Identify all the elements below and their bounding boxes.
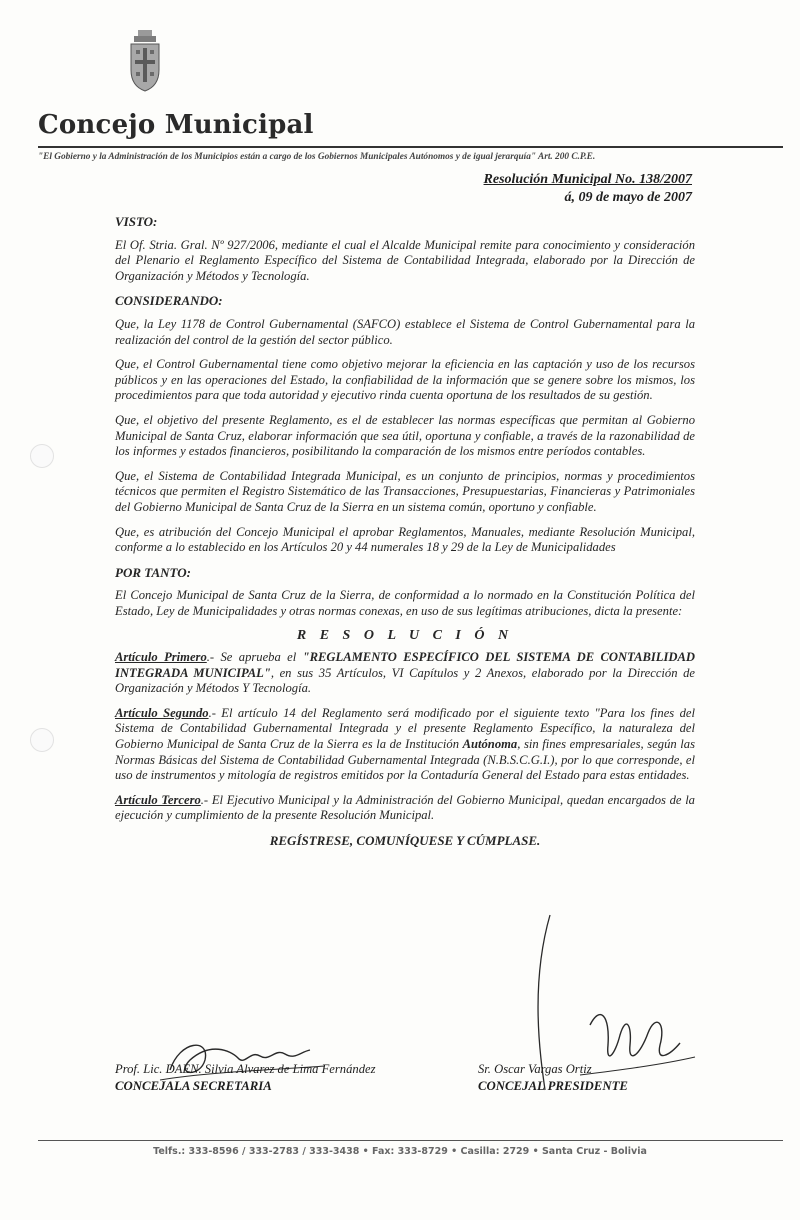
signatory-role: CONCEJAL PRESIDENTE xyxy=(478,1079,628,1093)
considerando-heading: CONSIDERANDO: xyxy=(115,293,223,309)
article-text: El Ejecutivo Municipal y la Administración del Gobierno Municipal, quedan encargados de la ejecución y cumplimiento de la presente Resolución Municipal. xyxy=(115,792,695,823)
organization-name: Concejo Municipal xyxy=(38,110,314,140)
article-text: , en sus 35 Artículos, VI Capítulos y 2 Anexos, elaborado por la Dirección de Organización y Métodos Y Tecnología. xyxy=(115,665,695,696)
punch-hole-bottom xyxy=(30,728,54,752)
article-text: Se aprueba el xyxy=(220,650,303,665)
considerando-paragraph: Que, el objetivo del presente Reglamento, es el de establecer las normas específicas que permitan al Gobierno Municipal de Santa Cruz, elaborar información que sea útil, oportuna y confiable, a través de la razonabilidad de los informes y estados financieros, posibilitando la comparación de los mismos entre períodos contables. xyxy=(115,412,695,459)
por-tanto-text: El Concejo Municipal de Santa Cruz de la Sierra, de conformidad a lo normado en la Constitución Política del Estado, Ley de Municipalidades y otras normas conexas, en uso de sus legítimas atribuciones, dicta la presente: xyxy=(115,588,695,618)
visto-heading: VISTO: xyxy=(115,214,158,229)
resolution-number: Resolución Municipal No. 138/2007 xyxy=(483,172,692,187)
article-label: Artículo Tercero xyxy=(115,792,201,807)
signatory-role: CONCEJALA SECRETARIA xyxy=(115,1079,272,1093)
resolution-date: á, 09 de mayo de 2007 xyxy=(564,190,692,205)
article-second xyxy=(115,706,695,784)
footer-divider xyxy=(38,1140,783,1141)
header-quote: "El Gobierno y la Administración de los Municipios están a cargo de los Gobiernos Municipales Autónomos y de igual jerarquía" Art. 200 C.P.E. xyxy=(38,152,596,162)
article-separator: .- xyxy=(208,705,222,720)
por-tanto-heading: POR TANTO: xyxy=(115,564,191,580)
article-separator: .- xyxy=(206,650,221,665)
header-divider xyxy=(38,146,783,148)
article-third xyxy=(115,793,695,824)
coat-of-arms-icon xyxy=(128,30,162,92)
considerando-paragraph: Que, la Ley 1178 de Control Gubernamental (SAFCO) establece el Sistema de Control Gubernamental para la realización del control de la gestión del sector público. xyxy=(115,316,695,347)
article-first xyxy=(115,650,695,697)
signatory-name: Prof. Lic. DAEN. Silvia Alvarez de Lima Fernández xyxy=(115,1062,376,1076)
signature-right xyxy=(478,1062,628,1094)
article-separator: .- xyxy=(200,792,212,807)
punch-hole-top xyxy=(30,444,54,468)
document-body xyxy=(115,210,695,849)
signature-left xyxy=(115,1062,375,1094)
article-label: Artículo Primero xyxy=(115,650,207,665)
closing-formula: REGÍSTRESE, COMUNÍQUESE Y CÚMPLASE. xyxy=(269,833,541,848)
considerando-paragraph: Que, el Sistema de Contabilidad Integrada Municipal, es un conjunto de principios, normas y procedimientos técnicos que permiten el Registro Sistemático de las Transacciones, Presupuestarias, Financieras y Patrimoniales del Gobierno Municipal de Santa Cruz de la Sierra en un sistema común, oportuno y confiable. xyxy=(115,468,695,514)
article-text: , sin fines empresariales, según las Normas Básicas del Sistema de Contabilidad Gubernamental Integrada (N.B.S.C.G.I.), por lo que corresponde, el uso de instrumentos y mitología de registros emitidos por la Contaduría General del Estado para estas entidades. xyxy=(115,737,695,783)
article-bold-text: Autónoma xyxy=(462,737,518,752)
footer-contact: Telfs.: 333-8596 / 333-2783 / 333-3438 • Fax: 333-8729 • Casilla: 2729 • Santa Cruz - Bolivia xyxy=(153,1146,647,1157)
article-bold-text: "REGLAMENTO ESPECÍFICO DEL SISTEMA DE CONTABILIDAD INTEGRADA MUNICIPAL" xyxy=(115,650,695,680)
signatory-name: Sr. Oscar Vargas Ortiz xyxy=(478,1062,592,1076)
resolucion-title: R E S O L U C I Ó N xyxy=(296,628,514,644)
visto-text: El Of. Stria. Gral. Nº 927/2006, mediante el cual el Alcalde Municipal remite para conocimiento y consideración del Plenario el Reglamento Específico del Sistema de Contabilidad Integrada, elaborado por la Dirección de Organización y Métodos y Tecnología. xyxy=(115,237,695,283)
article-label: Artículo Segundo xyxy=(115,705,209,720)
article-text: El artículo 14 del Reglamento será modificado por el siguiente texto "Para los fines del Sistema de Contabilidad Gubernamental Integrada y el presente Reglamento Específico, la naturaleza del Gobierno Municipal de Santa Cruz de la Sierra es la de Institución xyxy=(115,705,695,752)
considerando-paragraph: Que, es atribución del Concejo Municipal el aprobar Reglamentos, Manuales, mediante Resolución Municipal, conforme a lo establecido en los Artículos 20 y 44 numerales 18 y 29 de la Ley de Municipalidades xyxy=(115,524,695,555)
considerando-paragraph: Que, el Control Gubernamental tiene como objetivo mejorar la eficiencia en las captación y uso de los recursos públicos y en las operaciones del Estado, la confiabilidad de la información que se genere sobre los mismos, los procedimientos para que toda autoridad y ejecutivo rinda cuenta oportuna de los resultados de su gestión. xyxy=(115,357,695,403)
